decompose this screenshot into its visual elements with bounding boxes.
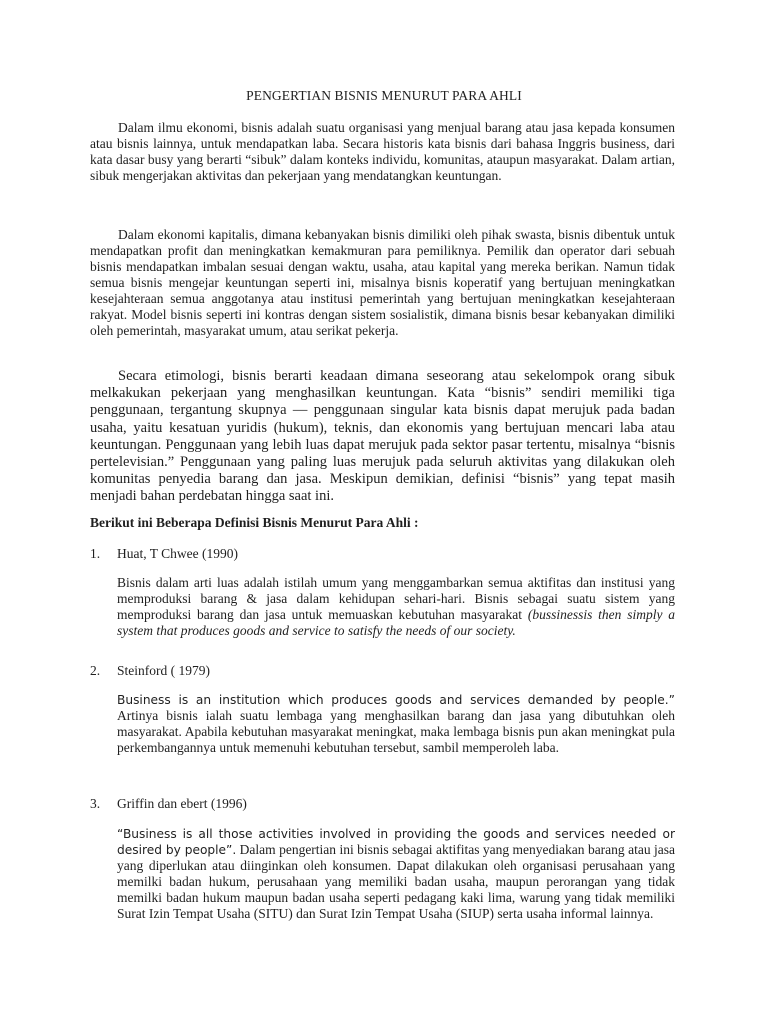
definition-1-number: 1. — [90, 546, 101, 561]
definition-2-text: Artinya bisnis ialah suatu lembaga yang menghasilkan barang dan jasa yang dibutuhkan oleh masyarakat. Apabila kebutuhan masyarakat meningkat, maka lembaga bisnis pun akan meningkat pula perkembangannya untuk memenuhi kebutuhan tersebut, sambil memperoleh laba. — [117, 708, 675, 755]
definition-3-header — [90, 796, 247, 812]
definition-1-text: Bisnis dalam arti luas adalah istilah umum yang menggambarkan semua aktifitas dan institusi yang memproduksi barang & jasa dalam kehidupan sehari-hari. Bisnis sebagai suatu sistem yang memproduksi barang dan jasa untuk memuaskan kebutuhan masyarakat — [117, 575, 675, 622]
definition-1-header — [90, 546, 238, 562]
definitions-heading: Berikut ini Beberapa Definisi Bisnis Menurut Para Ahli : — [90, 515, 419, 530]
definition-2-number: 2. — [90, 663, 101, 678]
definition-1-body — [117, 575, 675, 639]
definition-3-body — [117, 826, 675, 922]
definition-2-header — [90, 663, 210, 679]
paragraph-intro — [90, 120, 675, 184]
definition-1-author: Huat, T Chwee (1990) — [117, 546, 238, 561]
paragraph-capitalism — [90, 227, 675, 339]
paragraph-etymology-text: Secara etimologi, bisnis berarti keadaan dimana seseorang atau sekelompok orang sibuk melkakukan pekerjaan yang menghasilkan keuntungan. Kata “bisnis” sendiri memiliki tiga penggunaan, tergantung skupnya — penggunaan singular kata bisnis dapat merujuk pada badan usaha, yaitu kesatuan yuridis (hukum), teknis, dan ekonomis yang bertujuan mencari laba atau keuntungan. Penggunaan yang lebih luas dapat merujuk pada sektor pasar tertentu, misalnya “bisnis pertelevisian.” Penggunaan yang paling luas merujuk pada seluruh aktivitas yang dilakukan oleh komunitas penyedia barang dan jasa. Meskipun demikian, definisi “bisnis” yang tepat masih menjadi bahan perdebatan hingga saat ini. — [90, 368, 675, 505]
definition-2-body — [117, 692, 675, 756]
definition-3-text: Dalam pengertian ini bisnis sebagai aktifitas yang menyediakan barang atau jasa yang diperlukan atau diinginkan oleh konsumen. Dapat dilakukan oleh organisasi perusahaan yang memilki badan hukum, perusahaan yang memiliki badan usaha, maupun perorangan yang tidak memilki badan hukum maupun badan usaha seperti pedagang kaki lima, warung yang tidak memiliki Surat Izin Tempat Usaha (SITU) dan Surat Izin Tempat Usaha (SIUP) serta usaha informal lainnya. — [117, 842, 675, 921]
paragraph-capitalism-text: Dalam ekonomi kapitalis, dimana kebanyakan bisnis dimiliki oleh pihak swasta, bisnis dibentuk untuk mendapatkan profit dan meningkatkan kemakmuran para pemiliknya. Pemilik dan operator dari sebuah bisnis mendapatkan imbalan sesuai dengan waktu, usaha, atau kapital yang mereka berikan. Namun tidak semua bisnis mengejar keuntungan seperti ini, misalnya bisnis koperatif yang bertujuan meningkatkan kesejahteraan semua anggotanya atau institusi pemerintah yang bertujuan meningkatkan kesejahteraan rakyat. Model bisnis seperti ini kontras dengan sistem sosialistik, dimana bisnis besar kebanyakan dimiliki oleh pemerintah, masyarakat umum, atau serikat pekerja. — [90, 227, 675, 338]
definition-3-number: 3. — [90, 796, 101, 811]
paragraph-intro-text: Dalam ilmu ekonomi, bisnis adalah suatu organisasi yang menjual barang atau jasa kepada konsumen atau bisnis lainnya, untuk mendapatkan laba. Secara historis kata bisnis dari bahasa Inggris business, dari kata dasar busy yang berarti “sibuk” dalam konteks individu, komunitas, ataupun masyarakat. Dalam artian, sibuk mengerjakan aktivitas dan pekerjaan yang mendatangkan keuntungan. — [90, 120, 675, 183]
definition-2-author: Steinford ( 1979) — [117, 663, 210, 678]
page-title: PENGERTIAN BISNIS MENURUT PARA AHLI — [246, 88, 522, 103]
definition-2-quote: Business is an institution which produces goods and services demanded by people.” — [117, 693, 675, 707]
definition-3-author: Griffin dan ebert (1996) — [117, 796, 247, 811]
paragraph-etymology — [90, 368, 675, 506]
definition-3-quote: “Business is all those activities involved in providing the goods and services needed or desired by people”. — [117, 827, 675, 857]
definition-1-italic: (bussinessis then simply a system that produces goods and service to satisfy the needs of our society. — [117, 607, 676, 638]
